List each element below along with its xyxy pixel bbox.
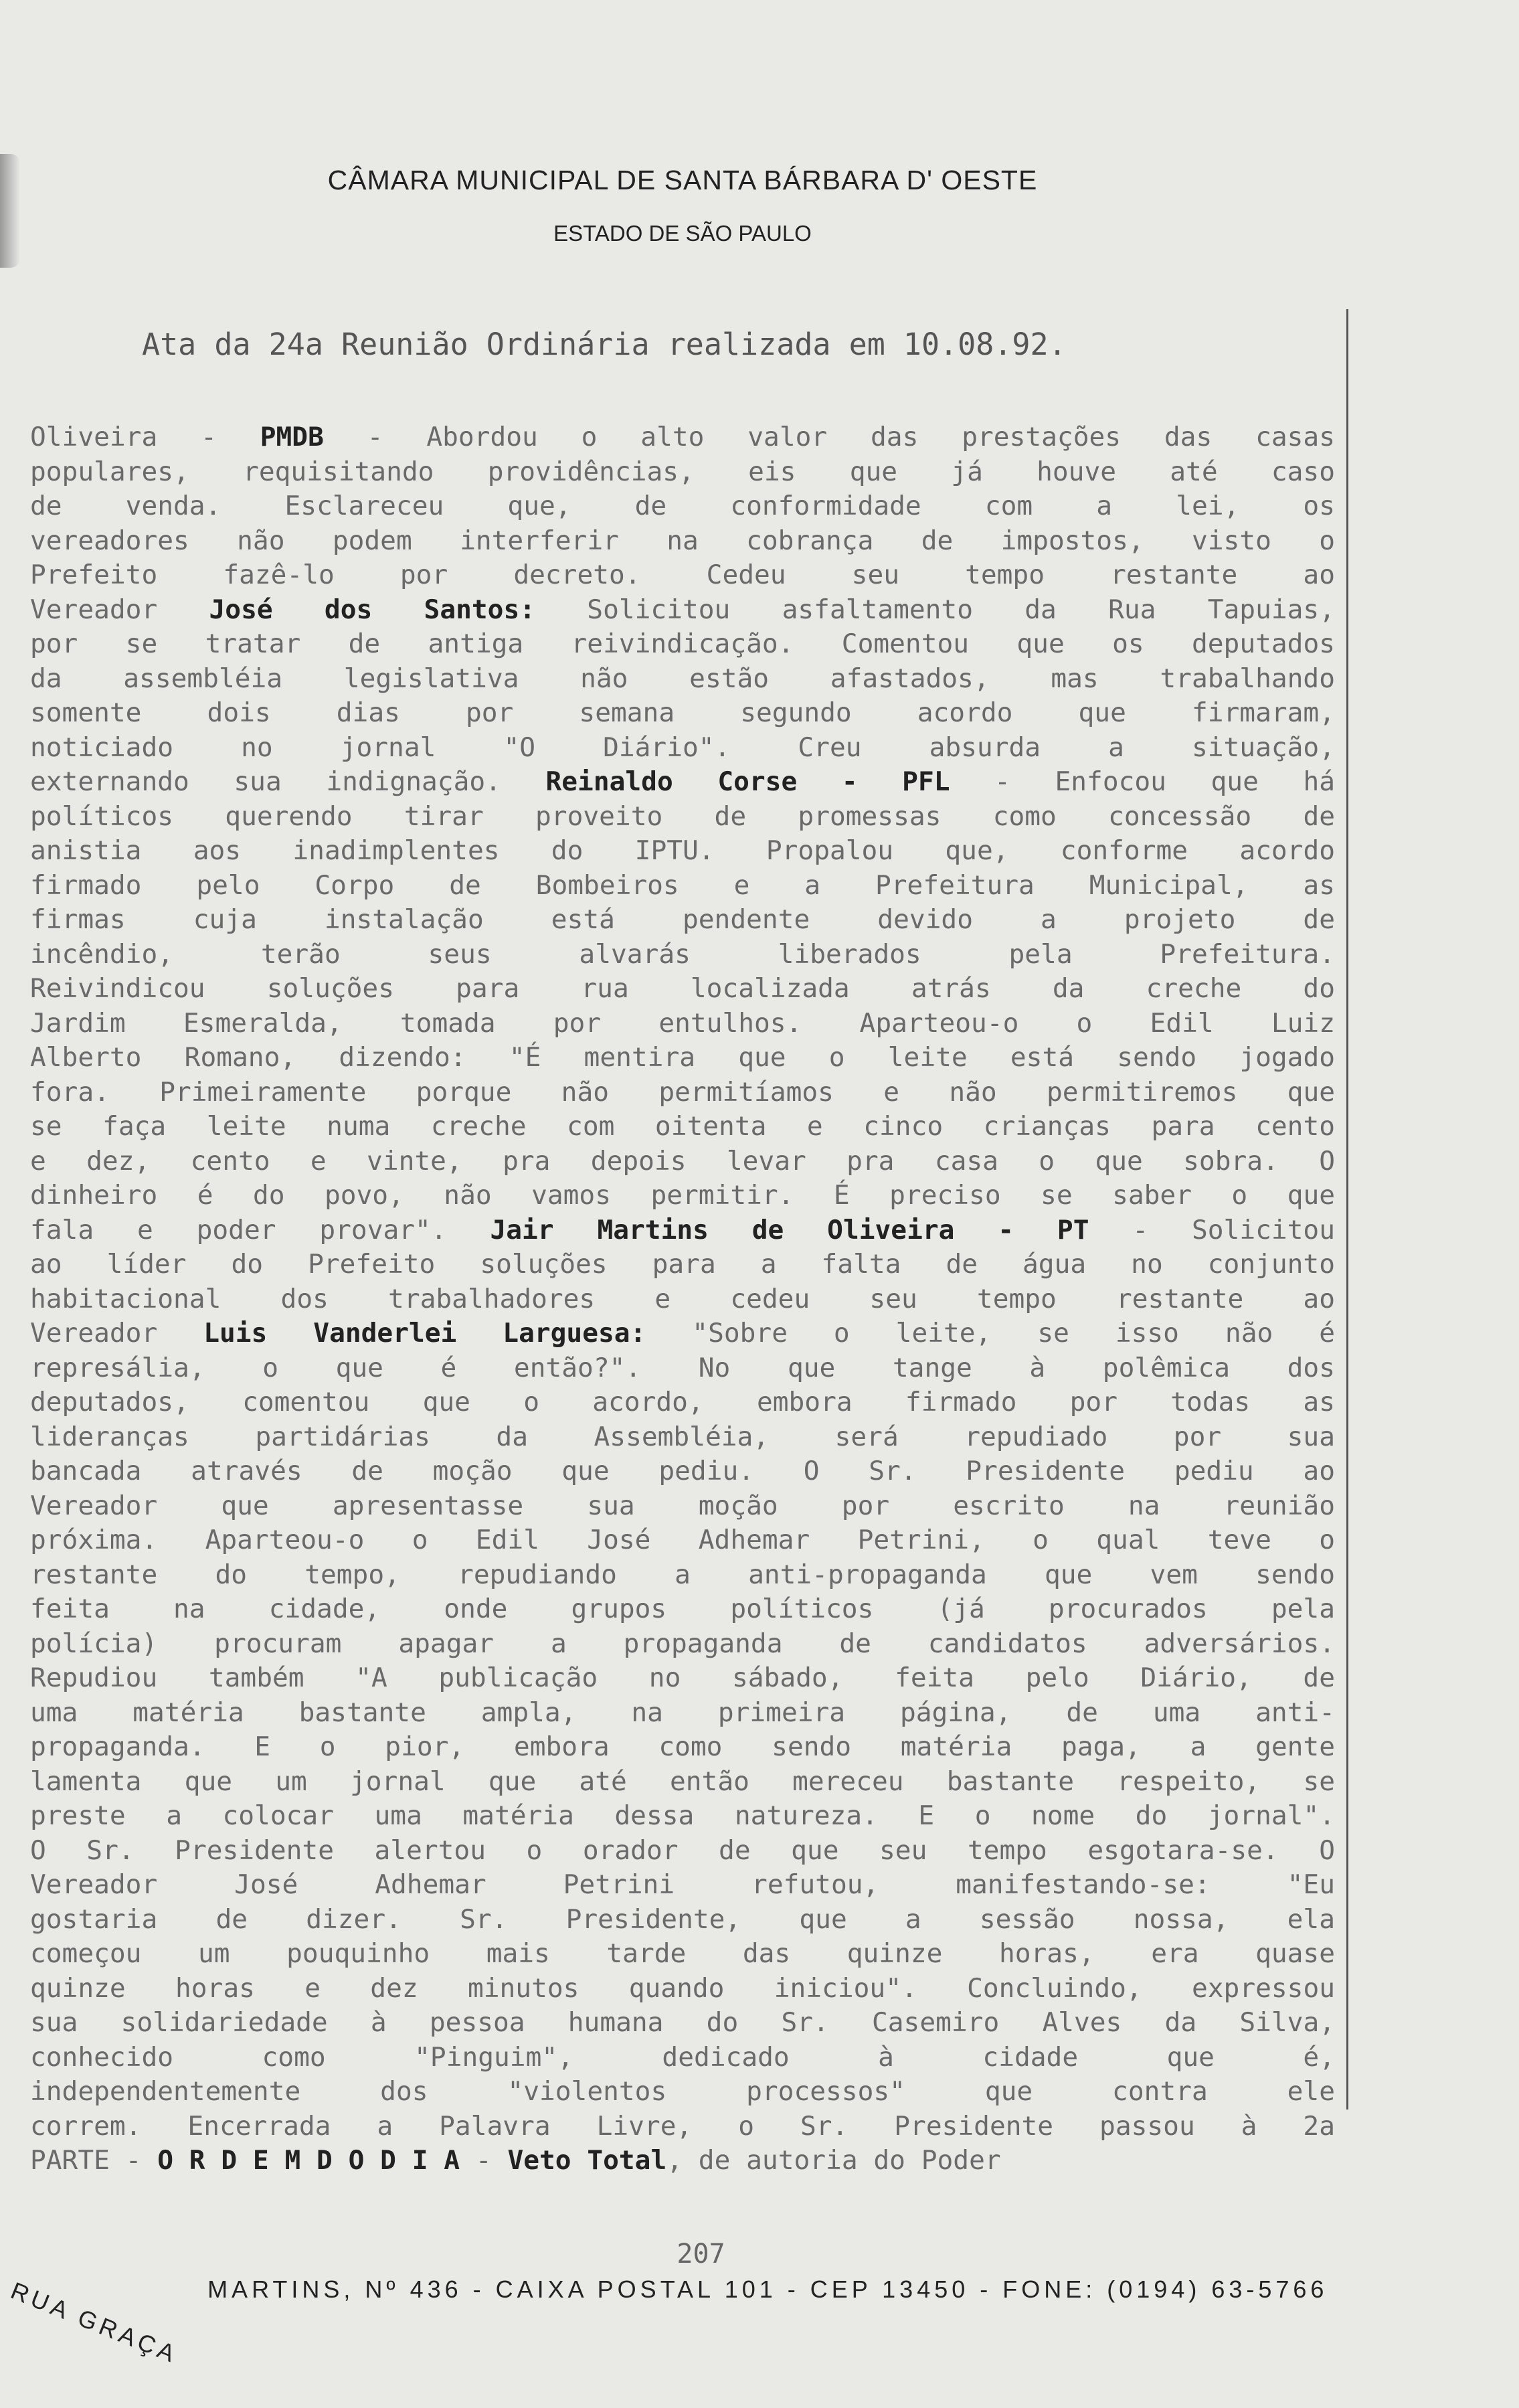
body-line: habitacional dos trabalhadores e cedeu seu tempo restante ao: [30, 1283, 1335, 1314]
body-line: polícia) procuram apagar a propaganda de candidatos adversários.: [30, 1628, 1335, 1659]
body-line: próxima. Aparteou-o o Edil José Adhemar Petrini, o qual teve o: [30, 1525, 1335, 1555]
body-line: O Sr. Presidente alertou o orador de que seu tempo esgotara-se. O: [30, 1834, 1335, 1866]
body-line: lideranças partidárias da Assembléia, será repudiado por sua: [30, 1421, 1335, 1452]
body-line: uma matéria bastante ampla, na primeira página, de uma anti-: [30, 1697, 1335, 1728]
body-line: lamenta que um jornal que até então mereceu bastante respeito, se: [30, 1766, 1335, 1797]
body-line: Vereador José Adhemar Petrini refutou, manifestando-se: "Eu: [30, 1869, 1335, 1900]
body-line: de venda. Esclareceu que, de conformidade com a lei, os: [30, 491, 1335, 521]
body-line: firmado pelo Corpo de Bombeiros e a Prefeitura Municipal, as: [30, 869, 1335, 901]
body-line: correm. Encerrada a Palavra Livre, o Sr. Presidente passou à 2a: [30, 2110, 1335, 2142]
chamber-name: CÂMARA MUNICIPAL DE SANTA BÁRBARA D' OESTE: [327, 165, 1038, 195]
body-line: sua solidariedade à pessoa humana do Sr. Casemiro Alves da Silva,: [30, 2007, 1335, 2038]
footer-address: MARTINS, Nº 436 - CAIXA POSTAL 101 - CEP 13450 - FONE: (0194) 63-5766: [207, 2275, 1328, 2303]
minutes-title: Ata da 24a Reunião Ordinária realizada em 10.08.92.: [142, 327, 1067, 362]
body-line: PARTE - O R D E M D O D I A - Veto Total, de autoria do Poder: [30, 2145, 1001, 2176]
body-line: anistia aos inadimplentes do IPTU. Propalou que, conforme acordo: [30, 835, 1335, 866]
body-line: fora. Primeiramente porque não permitíamos e não permitiremos que: [30, 1076, 1335, 1108]
body-line: dinheiro é do povo, não vamos permitir. É preciso se saber o que: [30, 1180, 1335, 1211]
body-line: represália, o que é então?". No que tange à polêmica dos: [30, 1352, 1335, 1383]
body-line: Vereador José dos Santos: Solicitou asfaltamento da Rua Tapuias,: [30, 594, 1335, 625]
body-line: e dez, cento e vinte, pra depois levar pra casa o que sobra. O: [30, 1145, 1335, 1177]
body-line: ao líder do Prefeito soluções para a falta de água no conjunto: [30, 1249, 1335, 1280]
body-line: quinze horas e dez minutos quando iniciou". Concluindo, expressou: [30, 1972, 1335, 2004]
body-line: Vereador que apresentasse sua moção por escrito na reunião: [30, 1490, 1335, 1521]
body-line: Oliveira - PMDB - Abordou o alto valor das prestações das casas: [30, 422, 1335, 452]
body-line: preste a colocar uma matéria dessa natureza. E o nome do jornal".: [30, 1800, 1335, 1831]
address-footer: [7, 2275, 1377, 2369]
body-line: firmas cuja instalação está pendente devido a projeto de: [30, 904, 1335, 935]
body-line: Alberto Romano, dizendo: "É mentira que o leite está sendo jogado: [30, 1042, 1335, 1073]
body-line: noticiado no jornal "O Diário". Creu absurda a situação,: [30, 732, 1335, 763]
body-line: gostaria de dizer. Sr. Presidente, que a sessão nossa, ela: [30, 1903, 1335, 1935]
body-line: Jardim Esmeralda, tomada por entulhos. Aparteou-o o Edil Luiz: [30, 1007, 1335, 1039]
body-line: Reivindicou soluções para rua localizada atrás da creche do: [30, 973, 1335, 1004]
body-line: fala e poder provar". Jair Martins de Oliveira - PT - Solicitou: [30, 1214, 1335, 1245]
page-number: 207: [677, 2239, 725, 2269]
body-line: se faça leite numa creche com oitenta e cinco crianças para cento: [30, 1111, 1335, 1142]
body-line: da assembléia legislativa não estão afastados, mas trabalhando: [30, 663, 1335, 694]
state-name: ESTADO DE SÃO PAULO: [553, 221, 812, 246]
body-line: Prefeito fazê-lo por decreto. Cedeu seu tempo restante ao: [30, 560, 1335, 590]
body-line: começou um pouquinho mais tarde das quinze horas, era quase: [30, 1938, 1335, 1969]
body-line: incêndio, terão seus alvarás liberados pela Prefeitura.: [30, 938, 1335, 970]
body-line: Repudiou também "A publicação no sábado, feita pelo Diário, de: [30, 1662, 1335, 1693]
body-line: vereadores não podem interferir na cobrança de impostos, visto o: [30, 525, 1335, 556]
footer-street-prefix: RUA GRAÇA: [7, 2276, 183, 2369]
body-line: somente dois dias por semana segundo acordo que firmaram,: [30, 697, 1335, 728]
body-line: Vereador Luis Vanderlei Larguesa: "Sobre o leite, se isso não é: [30, 1318, 1336, 1349]
minutes-body: [30, 420, 1335, 2178]
body-line: por se tratar de antiga reivindicação. Comentou que os deputados: [30, 628, 1335, 659]
body-line: políticos querendo tirar proveito de promessas como concessão de: [30, 800, 1335, 832]
body-line: bancada através de moção que pediu. O Sr. Presidente pediu ao: [30, 1456, 1335, 1486]
body-line: independentemente dos "violentos processos" que contra ele: [30, 2076, 1335, 2107]
body-line: externando sua indignação. Reinaldo Corse - PFL - Enfocou que há: [30, 766, 1336, 797]
body-line: conhecido como "Pinguim", dedicado à cidade que é,: [30, 2041, 1335, 2073]
margin-rule: [1346, 309, 1348, 2110]
body-line: feita na cidade, onde grupos políticos (já procurados pela: [30, 1594, 1335, 1624]
body-line: populares, requisitando providências, eis que já houve até caso: [30, 456, 1335, 487]
body-line: deputados, comentou que o acordo, embora firmado por todas as: [30, 1387, 1335, 1417]
body-line: propaganda. E o pior, embora como sendo matéria paga, a gente: [30, 1731, 1335, 1762]
body-line: restante do tempo, repudiando a anti-propaganda que vem sendo: [30, 1559, 1335, 1590]
